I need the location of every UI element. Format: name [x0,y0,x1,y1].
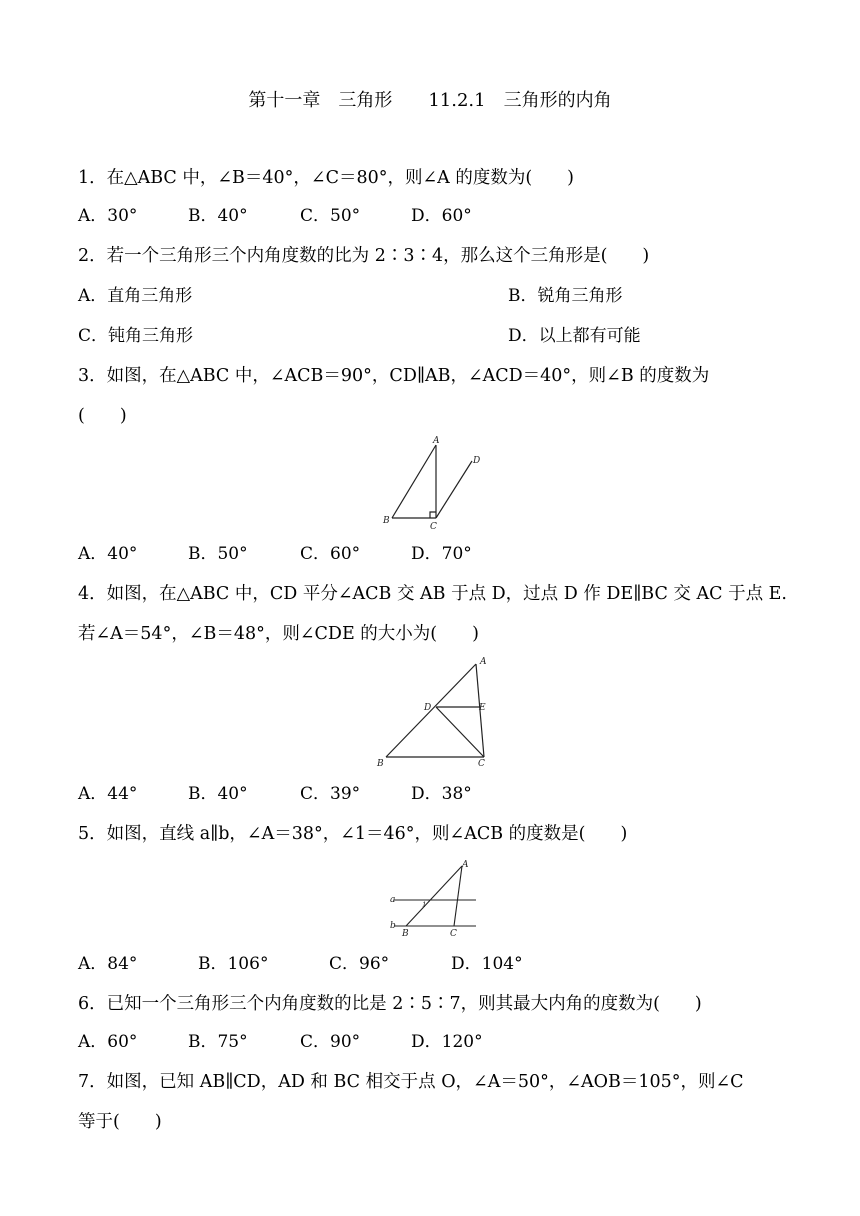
question-5-figure [380,856,490,944]
question-4-option-b: B．40° [188,784,248,804]
question-4-option-a: A．44° [78,784,138,804]
question-5-option-b: B．106° [198,954,269,974]
question-2-option-d: D．以上都有可能 [508,326,641,346]
question-4-option-c: C．39° [300,784,361,804]
question-1-option-c: C．50° [300,206,361,226]
q5-label-c: C [450,929,457,939]
q4-label-b: B [377,759,384,769]
q4-label-c: C [478,759,485,769]
question-3-option-b: B．50° [188,544,248,564]
question-2-stem: 2．若一个三角形三个内角度数的比为 2∶3∶4，那么这个三角形是( ) [78,246,650,266]
q3-label-d: D [473,456,481,466]
q3-label-c: C [430,522,437,532]
question-5-stem: 5．如图，直线 a∥b，∠A＝38°，∠1＝46°，则∠ACB 的度数是( ) [78,824,628,844]
q5-label-a: A [462,860,469,870]
question-1-option-a: A．30° [78,206,138,226]
question-2-option-a: A．直角三角形 [78,286,193,306]
q4-label-a: A [480,657,487,667]
q5-label-angle-1: 1 [422,901,427,909]
q4-label-e: E [479,703,486,713]
question-7-stem-line2: 等于( ) [78,1112,162,1132]
question-1-option-d: D．60° [411,206,472,226]
q5-label-line-b: b [390,921,396,931]
page-title: 第十一章 三角形 11.2.1 三角形的内角 [248,90,612,111]
question-1-option-b: B．40° [188,206,248,226]
question-6-stem: 6．已知一个三角形三个内角度数的比是 2∶5∶7，则其最大内角的度数为( ) [78,994,702,1014]
q5-label-b: B [402,929,409,939]
question-7-stem-line1: 7．如图，已知 AB∥CD，AD 和 BC 相交于点 O，∠A＝50°，∠AOB＝105°，则∠C [78,1072,744,1092]
question-3-option-a: A．40° [78,544,138,564]
question-6-option-b: B．75° [188,1032,248,1052]
question-6-option-c: C．90° [300,1032,361,1052]
question-6-option-d: D．120° [411,1032,483,1052]
q4-label-d: D [424,703,432,713]
question-4-figure [370,650,500,776]
question-2-option-c: C．钝角三角形 [78,326,194,346]
question-3-option-d: D．70° [411,544,472,564]
question-4-option-d: D．38° [411,784,472,804]
q3-label-b: B [383,516,390,526]
question-4-stem-line2: 若∠A＝54°，∠B＝48°，则∠CDE 的大小为( ) [78,624,479,644]
question-5-option-a: A．84° [78,954,138,974]
question-6-option-a: A．60° [78,1032,138,1052]
question-3-option-c: C．60° [300,544,361,564]
question-1-stem: 1．在△ABC 中，∠B＝40°，∠C＝80°，则∠A 的度数为( ) [78,168,574,188]
question-5-option-c: C．96° [329,954,390,974]
question-3-stem-line1: 3．如图，在△ABC 中，∠ACB＝90°，CD∥AB，∠ACD＝40°，则∠B 的度数为 [78,366,710,386]
question-2-option-b: B．锐角三角形 [508,286,623,306]
question-4-stem-line1: 4．如图，在△ABC 中，CD 平分∠ACB 交 AB 于点 D，过点 D 作 DE∥BC 交 AC 于点 E. [78,584,787,604]
question-3-figure [370,430,500,539]
q3-label-a: A [433,436,440,446]
q5-label-line-a: a [390,895,396,905]
question-5-option-d: D．104° [451,954,523,974]
question-3-stem-line2: ( ) [78,406,127,426]
